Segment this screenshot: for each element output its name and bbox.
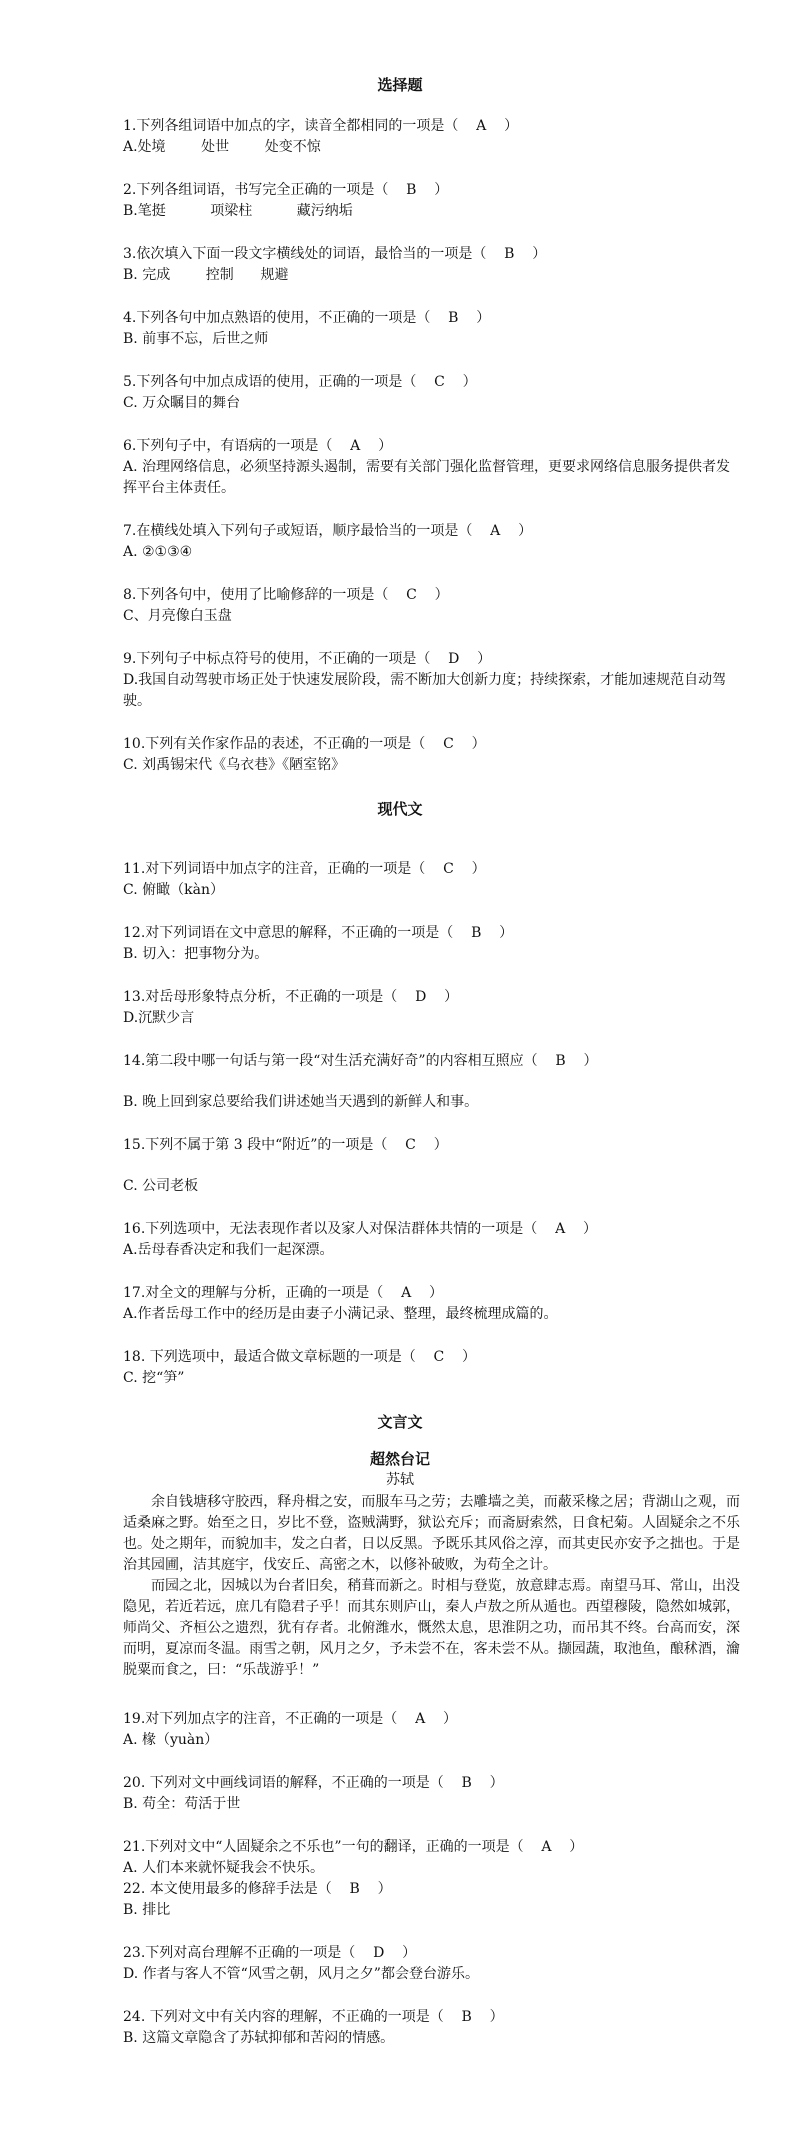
question-stem: 15.下列不属于第 3 段中“附近”的一项是（ C ） xyxy=(123,1137,448,1153)
question-stem: 1.下列各组词语中加点的字，读音全都相同的一项是（ A ） xyxy=(123,118,519,134)
classical-essay xyxy=(123,1448,740,1681)
question-stem: 19.对下列加点字的注音，不正确的一项是（ A ） xyxy=(123,1711,457,1727)
question-answer: A.处境 处世 处变不惊 xyxy=(123,139,321,155)
question-stem: 11.对下列词语中加点字的注音，正确的一项是（ C ） xyxy=(123,861,486,877)
question-stem: 24. 下列对文中有关内容的理解，不正确的一项是（ B ） xyxy=(123,2009,504,2025)
question-stem: 9.下列句子中标点符号的使用，不正确的一项是（ D ） xyxy=(123,651,492,667)
question-22 xyxy=(123,1879,740,1921)
question-16 xyxy=(123,1219,740,1261)
question-9 xyxy=(123,649,740,712)
question-stem: 22. 本文使用最多的修辞手法是（ B ） xyxy=(123,1881,392,1897)
question-13 xyxy=(123,987,740,1029)
question-stem: 14.第二段中哪一句话与第一段“对生活充满好奇”的内容相互照应（ B ） xyxy=(123,1053,598,1069)
essay-author: 苏轼 xyxy=(386,1472,414,1488)
question-17 xyxy=(123,1283,740,1325)
question-14 xyxy=(123,1051,740,1113)
question-stem: 12.对下列词语在文中意思的解释，不正确的一项是（ B ） xyxy=(123,925,514,941)
question-answer: C、月亮像白玉盘 xyxy=(123,608,232,624)
question-24 xyxy=(123,2007,740,2049)
question-answer: A. ②①③④ xyxy=(123,544,193,560)
question-answer: B. 这篇文章隐含了苏轼抑郁和苦闷的情感。 xyxy=(123,2030,395,2046)
question-1 xyxy=(123,116,740,158)
question-stem: 8.下列各句中，使用了比喻修辞的一项是（ C ） xyxy=(123,587,449,603)
question-4 xyxy=(123,308,740,350)
question-stem: 23.下列对高台理解不正确的一项是（ D ） xyxy=(123,1945,417,1961)
question-stem: 20. 下列对文中画线词语的解释，不正确的一项是（ B ） xyxy=(123,1775,504,1791)
question-stem: 17.对全文的理解与分析，正确的一项是（ A ） xyxy=(123,1285,443,1301)
question-19 xyxy=(123,1709,740,1751)
question-answer: B. 排比 xyxy=(123,1902,171,1918)
question-answer: D.我国自动驾驶市场正处于快速发展阶段，需不断加大创新力度；持续探索，才能加速规范自动驾驶。 xyxy=(123,672,727,709)
question-20 xyxy=(123,1773,740,1815)
question-answer: A.作者岳母工作中的经历是由妻子小满记录、整理，最终梳理成篇的。 xyxy=(123,1306,558,1322)
essay-paragraph-1: 余自钱塘移守胶西，释舟楫之安，而服车马之劳；去雕墙之美，而蔽采椽之居；背湖山之观，而适桑麻之野。始至之日，岁比不登，盗贼满野，狱讼充斥；而斋厨索然，日食杞菊。人固疑余之不乐也。处之期年，而貌加丰，发之白者，日以反黑。予既乐其风俗之淳，而其吏民亦安予之拙也。于是治其园圃，洁其庭宇，伐安丘、高密之木，以修补破败，为苟全之计。 xyxy=(123,1494,740,1573)
question-answer: C. 刘禹锡宋代《乌衣巷》《陋室铭》 xyxy=(123,757,346,773)
question-answer: C. 公司老板 xyxy=(123,1178,199,1194)
question-answer: B. 苟全：苟活于世 xyxy=(123,1796,241,1812)
question-8 xyxy=(123,585,740,627)
mc-question-list xyxy=(123,116,740,776)
question-23 xyxy=(123,1943,740,1985)
question-answer: B. 切入：把事物分为。 xyxy=(123,946,269,962)
question-answer: B. 晚上回到家总要给我们讲述她当天遇到的新鲜人和事。 xyxy=(123,1094,479,1110)
question-stem: 4.下列各句中加点熟语的使用，不正确的一项是（ B ） xyxy=(123,310,491,326)
question-15 xyxy=(123,1135,740,1197)
question-answer: A. 治理网络信息，必须坚持源头遏制，需要有关部门强化监督管理，更要求网络信息服务提供者发挥平台主体责任。 xyxy=(123,459,731,496)
question-stem: 10.下列有关作家作品的表述，不正确的一项是（ C ） xyxy=(123,736,486,752)
question-11 xyxy=(123,859,740,901)
classical-question-list xyxy=(123,1709,740,2049)
question-stem: 16.下列选项中，无法表现作者以及家人对保洁群体共情的一项是（ A ） xyxy=(123,1221,597,1237)
question-answer: A.岳母春香决定和我们一起深漂。 xyxy=(123,1242,334,1258)
essay-title: 超然台记 xyxy=(369,1450,430,1468)
question-answer: C. 挖“笋” xyxy=(123,1370,185,1386)
question-answer: C. 俯瞰（kàn） xyxy=(123,882,224,898)
question-stem: 13.对岳母形象特点分析，不正确的一项是（ D ） xyxy=(123,989,459,1005)
question-stem: 5.下列各句中加点成语的使用，正确的一项是（ C ） xyxy=(123,374,477,390)
question-answer: A. 椽（yuàn） xyxy=(123,1732,219,1748)
question-12 xyxy=(123,923,740,965)
section-title-classical: 文言文 xyxy=(377,1413,423,1431)
blank-gap xyxy=(123,1072,740,1092)
question-stem: 7.在横线处填入下列句子或短语，顺序最恰当的一项是（ A ） xyxy=(123,523,533,539)
question-7 xyxy=(123,521,740,563)
question-stem: 18. 下列选项中，最适合做文章标题的一项是（ C ） xyxy=(123,1349,477,1365)
essay-paragraph-2: 而园之北，因城以为台者旧矣，稍葺而新之。时相与登览，放意肆志焉。南望马耳、常山，出没隐见，若近若远，庶几有隐君子乎！而其东则庐山，秦人卢敖之所从遁也。西望穆陵，隐然如城郭，师尚父、齐桓公之遗烈，犹有存者。北俯潍水，慨然太息，思淮阴之功，而吊其不终。台高而安，深而明，夏凉而冬温。雨雪之朝，风月之夕，予未尝不在，客未尝不从。撷园蔬，取池鱼，酿秫酒，瀹脱粟而食之，曰：“乐哉游乎！” xyxy=(123,1578,740,1678)
section-title-mc: 选择题 xyxy=(377,76,423,94)
question-answer: D.沉默少言 xyxy=(123,1010,195,1026)
question-answer: B.笔挺 项梁柱 藏污纳垢 xyxy=(123,203,353,219)
question-stem: 21.下列对文中“人固疑余之不乐也”一句的翻译，正确的一项是（ A ） xyxy=(123,1839,584,1855)
question-stem: 3.依次填入下面一段文字横线处的词语，最恰当的一项是（ B ） xyxy=(123,246,547,262)
blank-gap xyxy=(123,1156,740,1176)
question-6 xyxy=(123,436,740,499)
question-answer: A. 人们本来就怀疑我会不快乐。 xyxy=(123,1860,325,1876)
question-answer: D. 作者与客人不管“风雪之朝，风月之夕”都会登台游乐。 xyxy=(123,1966,479,1982)
question-stem: 2.下列各组词语，书写完全正确的一项是（ B ） xyxy=(123,182,449,198)
question-10 xyxy=(123,734,740,776)
question-answer: C. 万众瞩目的舞台 xyxy=(123,395,241,411)
section-title-modern: 现代文 xyxy=(377,800,423,818)
question-answer: B. 完成 控制 规避 xyxy=(123,267,289,283)
question-21 xyxy=(123,1837,740,1879)
question-5 xyxy=(123,372,740,414)
question-stem: 6.下列句子中，有语病的一项是（ A ） xyxy=(123,438,393,454)
question-answer: B. 前事不忘，后世之师 xyxy=(123,331,269,347)
question-3 xyxy=(123,244,740,286)
question-2 xyxy=(123,180,740,222)
modern-question-list xyxy=(123,859,740,1389)
question-18 xyxy=(123,1347,740,1389)
